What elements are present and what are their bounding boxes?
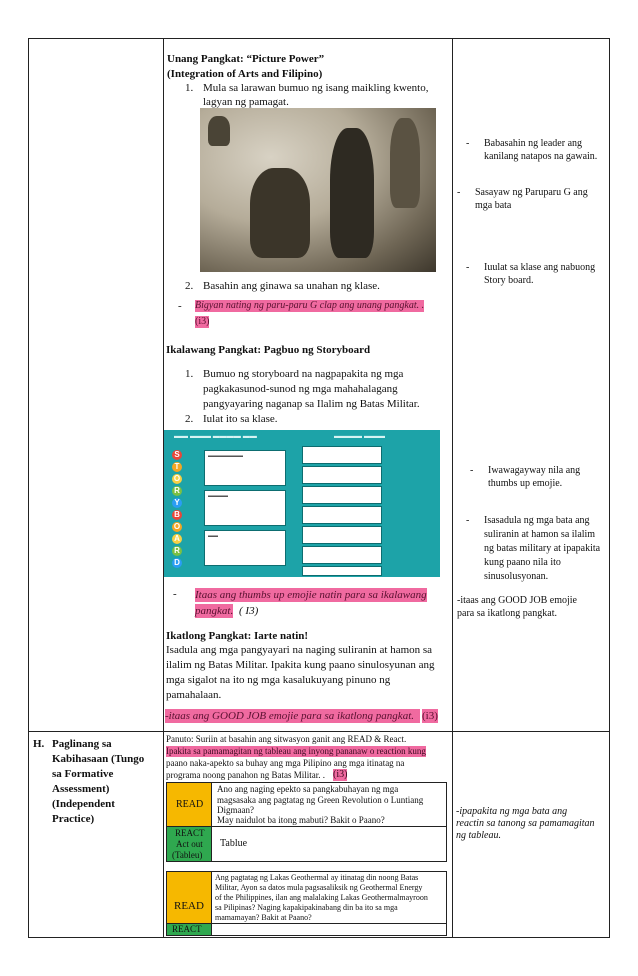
- storyboard-letter-column: [170, 450, 192, 570]
- group3-title: Ikatlong Pangkat: Iarte natin!: [166, 630, 309, 642]
- react1-label-line2: Act out: [176, 839, 203, 849]
- read2-line1: Ang pagtatag ng Lakas Geothermal ay itinatag din noong Batas: [215, 873, 419, 882]
- storyboard-letter: B: [172, 510, 182, 520]
- read1-line4: May naidulot ba itong mabuti? Bakit o Paano?: [217, 815, 385, 825]
- storyboard-panel-2: ▬▬▬▬: [204, 490, 286, 526]
- photo-figure-kneeling: [250, 168, 310, 258]
- read2-line5: mamamayan? Bakit at Paano?: [215, 913, 312, 922]
- group1-title: Unang Pangkat: “Picture Power”: [167, 53, 325, 65]
- react2-label: REACT: [172, 924, 202, 934]
- section-h-label-line3: sa Formative: [52, 768, 114, 780]
- storyboard-box-1: [302, 446, 382, 464]
- instruction-line3: programa noong panahon ng Batas Militar. .: [166, 770, 325, 780]
- right-step1-dash: -: [466, 138, 470, 149]
- table-right-border: [609, 38, 610, 938]
- react2-answer-cell[interactable]: [211, 923, 447, 936]
- right-step4-dash: -: [470, 465, 474, 476]
- read1-line1: Ano ang naging epekto sa pangkabuhayan ng mga: [217, 784, 399, 794]
- section-h-letter: H.: [33, 738, 45, 750]
- right-step5-line5: sinusolusyonan.: [484, 571, 549, 582]
- group1-item1-line1: Mula sa larawan bumuo ng isang maikling kwento,: [203, 82, 429, 94]
- react1-label-line3: (Tableu): [172, 850, 203, 860]
- photo-figure-standing: [208, 116, 230, 146]
- right-step6-line1: -itaas ang GOOD JOB emojie: [457, 595, 577, 606]
- section-h-label-line4: Assessment): [52, 783, 110, 795]
- group2-note-dash: -: [173, 588, 177, 600]
- react1-label-cell: [166, 826, 212, 862]
- read1-label-cell: [166, 782, 212, 827]
- react1-answer: Tablue: [220, 838, 248, 849]
- group2-item1-line1: Bumuo ng storyboard na nagpapakita ng mga: [203, 368, 404, 380]
- group3-paragraph-line1: Isadula ang mga pangyayari na naging suliranin at hamon sa: [166, 644, 433, 656]
- table-top-border: [28, 38, 610, 39]
- right-step2-line1: Sasayaw ng Paruparu G ang: [475, 187, 588, 198]
- storyboard-box-6: [302, 546, 382, 564]
- react1-label-line1: REACT: [175, 828, 205, 838]
- read2-line2: Militar, Ayon sa datos mula pagsasaliksik ng Geothermal Energy: [215, 883, 423, 892]
- instruction-tag: (i3): [333, 769, 348, 780]
- table-bottom-border: [28, 937, 610, 938]
- right-step5-line2: suliranin at hamon sa ilalim: [484, 529, 596, 540]
- read1-question-cell: [211, 782, 447, 827]
- group3-paragraph-line2: ilalim ng Batas Militar. Ipakita kung paano sinulosyunan ang: [166, 659, 435, 671]
- group2-note-line1: Itaas ang thumbs up emojie natin para sa ikalawang: [195, 589, 427, 601]
- read2-line4: sa Pilipinas? Naging kapakipakinabang din ba ito sa mga: [215, 903, 398, 912]
- group2-title: Ikalawang Pangkat: Pagbuo ng Storyboard: [166, 344, 371, 356]
- storyboard-image: [164, 430, 440, 577]
- storyboard-letter: D: [172, 558, 182, 568]
- storyboard-header-right: ▬▬▬▬ ▬▬▬: [334, 433, 385, 440]
- group2-item2-number: 2.: [185, 413, 194, 425]
- section-h-right-line2: reactin sa tanong sa pamamagitan: [456, 818, 595, 829]
- storyboard-letter: R: [172, 486, 182, 496]
- storyboard-letter: O: [173, 474, 181, 483]
- storyboard-box-7: [302, 566, 382, 576]
- group2-note-tag: ( I3): [239, 605, 259, 617]
- storyboard-box-4: [302, 506, 382, 524]
- read2-label-cell: [166, 871, 212, 924]
- storyboard-panel-3: ▬▬: [204, 530, 286, 566]
- right-step1-line1: Babasahin ng leader ang: [484, 138, 583, 149]
- read2-question-cell: [211, 871, 447, 924]
- right-step3-dash: -: [466, 262, 470, 273]
- section-h-right-line3: ng tableau.: [456, 830, 501, 841]
- section-h-label-line6: Practice): [52, 813, 95, 825]
- read1-line3: Digmaan?: [217, 805, 254, 815]
- group1-note-line2: (i3): [195, 316, 210, 327]
- group2-item1-number: 1.: [185, 368, 194, 380]
- right-step5-line4: kung paano nila ito: [484, 557, 561, 568]
- group1-note-line1: Bigyan nating ng paru-paru G clap ang unang pangkat. .: [195, 300, 425, 311]
- group1-item1-line2: lagyan ng pamagat.: [203, 96, 289, 108]
- section-h-label-line2: Kabihasaan (Tungo: [52, 753, 145, 765]
- react1-answer-cell[interactable]: [211, 826, 447, 862]
- read2-label: READ: [174, 900, 204, 912]
- storyboard-box-2: [302, 466, 382, 484]
- right-step4-line1: Iwawagayway nila ang: [488, 465, 581, 476]
- section-h-label-line1: Paglinang sa: [52, 738, 112, 750]
- storyboard-box-3: [302, 486, 382, 504]
- right-step2-line2: mga bata: [475, 200, 512, 211]
- storyboard-letter: A: [172, 534, 182, 544]
- instruction-line2: paano naka-apekto sa buhay ang mga Pilipino ang mga itinatag na: [166, 758, 405, 768]
- storyboard-letter: O: [173, 522, 181, 531]
- right-step3-line2: Story board.: [484, 275, 534, 286]
- photo-figure-right: [390, 118, 420, 208]
- group3-paragraph-line4: pamahalaan.: [166, 689, 222, 701]
- storyboard-box-5: [302, 526, 382, 544]
- storyboard-letter: Y: [172, 498, 182, 508]
- right-step5-dash: -: [466, 515, 470, 526]
- group2-item2: Iulat ito sa klase.: [203, 413, 278, 425]
- read2-line3: of the Philippines, ilan ang malalaking Lakas Geothermalmayroon: [215, 893, 428, 902]
- group3-note-tag: (i3): [422, 710, 438, 722]
- right-step5-line3: ng batas military at ipapakita: [484, 543, 601, 554]
- historical-photo: [200, 108, 436, 272]
- group2-note-line2: pangkat.: [195, 605, 234, 617]
- react2-label-cell: [166, 923, 212, 936]
- group2-item1-line2: pagkakasunod-sunod ng mga mahahalagang: [203, 383, 398, 395]
- storyboard-letter: S: [172, 450, 182, 460]
- group1-item1-number: 1.: [185, 82, 194, 94]
- instruction-line1: Ipakita sa pamamagitan ng tableau ang inyong pananaw o reaction kung: [166, 746, 426, 756]
- table-col-divider-2: [452, 38, 453, 938]
- group3-note: -itaas ang GOOD JOB emojie para sa ikatlong pangkat.: [165, 709, 420, 723]
- right-step2-dash: -: [457, 187, 461, 198]
- table-left-border: [28, 38, 29, 938]
- section-h-label-line5: (Independent: [52, 798, 115, 810]
- group1-subtitle: (Integration of Arts and Filipino): [167, 68, 323, 80]
- panuto-text: Panuto: Suriin at basahin ang sitwasyon ganit ang READ & React.: [166, 734, 407, 744]
- storyboard-letter: R: [172, 546, 182, 556]
- storyboard-letter: T: [172, 462, 182, 472]
- photo-figure-soldier: [330, 128, 374, 258]
- section-h-right-line1: -ipapakita ng mga bata ang: [456, 806, 568, 817]
- read1-line2: magsasaka ang pagtatag ng Green Revolution o Luntiang: [217, 795, 424, 805]
- right-step5-line1: Isasadula ng mga bata ang: [484, 515, 590, 526]
- group1-item2-number: 2.: [185, 280, 194, 292]
- table-row-divider: [28, 731, 610, 732]
- group3-paragraph-line3: mga sigalot na ito ng mga kasalukuyang pinuno ng: [166, 674, 391, 686]
- group1-item2: Basahin ang ginawa sa unahan ng klase.: [203, 280, 380, 292]
- storyboard-header-left: ▬▬ ▬▬▬ ▬▬▬▬ ▬▬: [174, 433, 257, 440]
- group2-item1-line3: pangyayaring naganap sa Ilalim ng Batas Militar.: [203, 398, 420, 410]
- storyboard-panel-1: ▬▬▬▬▬▬▬: [204, 450, 286, 486]
- read1-label: READ: [176, 799, 204, 810]
- group1-note-dash: -: [178, 300, 182, 312]
- right-step6-line2: para sa ikatlong pangkat.: [457, 608, 557, 619]
- right-step1-line2: kanilang natapos na gawain.: [484, 151, 598, 162]
- right-step3-line1: Iuulat sa klase ang nabuong: [484, 262, 596, 273]
- right-step4-line2: thumbs up emojie.: [488, 478, 563, 489]
